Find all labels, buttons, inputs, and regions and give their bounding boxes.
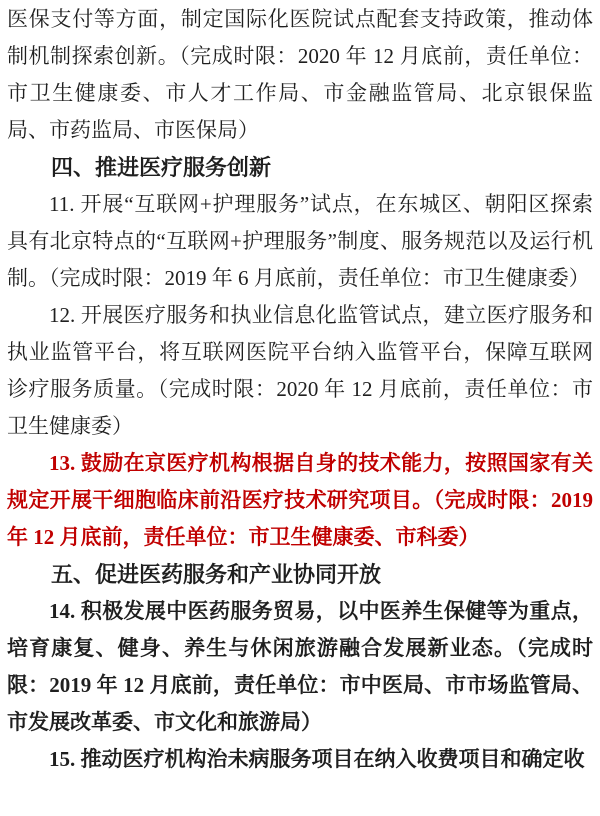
list-item-11: 11. 开展“互联网+护理服务”试点，在东城区、朝阳区探索具有北京特点的“互联网+护理服务”制度、服务规范以及运行机制。（完成时限：2019 年 6 月底前，责任单位：市卫生健康委） [7, 192, 593, 290]
paragraph-continuation: 医保支付等方面，制定国际化医院试点配套支持政策，推动体制机制探索创新。（完成时限：2020 年 12 月底前，责任单位：市卫生健康委、市人才工作局、市金融监管局、北京银保监局、市药监局、市医保局） [7, 7, 593, 142]
list-item-14: 14. 积极发展中医药服务贸易，以中医养生保健等为重点，培育康复、健身、养生与休闲旅游融合发展新业态。（完成时限：2019 年 12 月底前，责任单位：市中医局、市市场监管局、市发展改革委、市文化和旅游局） [7, 599, 593, 734]
list-item-15-truncated: 15. 推动医疗机构治未病服务项目在纳入收费项目和确定收 [49, 747, 585, 771]
section-heading-four: 四、推进医疗服务创新 [51, 155, 272, 180]
section-heading-five: 五、促进医药服务和产业协同开放 [51, 562, 382, 587]
list-item-13-emphasized: 13. 鼓励在京医疗机构根据自身的技术能力，按照国家有关规定开展干细胞临床前沿医疗技术研究项目。（完成时限：2019 年 12 月底前，责任单位：市卫生健康委、市科委） [7, 451, 593, 549]
list-item-12: 12. 开展医疗服务和执业信息化监管试点，建立医疗服务和执业监管平台，将互联网医院平台纳入监管平台，保障互联网诊疗服务质量。（完成时限：2020 年 12 月底前，责任单位：市卫生健康委） [7, 303, 593, 438]
